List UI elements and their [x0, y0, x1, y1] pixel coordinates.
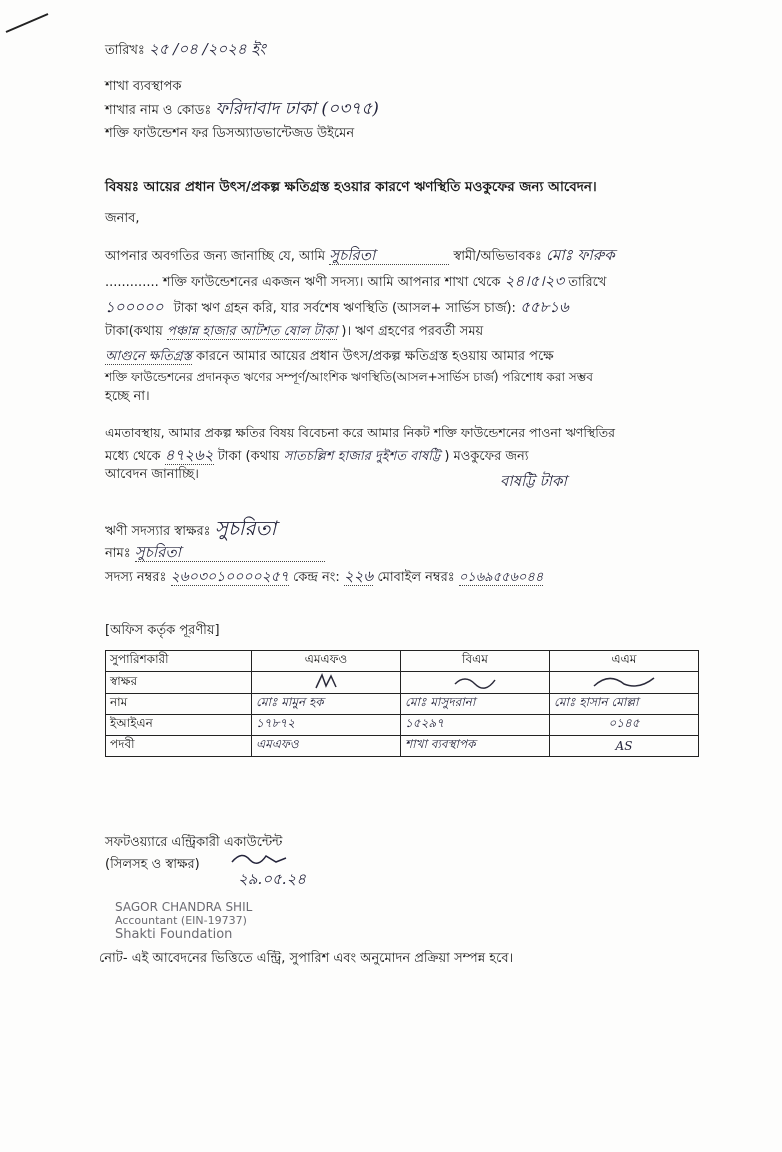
- body-text: স্বামী/অভিভাবকঃ: [453, 249, 542, 264]
- balance-words-handwritten: পঞ্চান্ন হাজার আটশত ষোল টাকা: [166, 324, 338, 339]
- table-row: [106, 694, 699, 715]
- para2-line-3: আবেদন জানাচ্ছি।: [105, 467, 199, 482]
- address-line-2: [105, 100, 379, 120]
- date-label: তারিখঃ: [105, 43, 145, 58]
- table-header: সুপারিশকারী: [106, 651, 252, 672]
- accountant-seal-label: (সিলসহ ও স্বাক্ষর): [105, 857, 200, 872]
- body-text: তারিখে: [568, 275, 607, 290]
- pen-mark: [4, 8, 50, 36]
- row-label: ইআইএন: [106, 715, 252, 736]
- body-line-3: [105, 298, 569, 318]
- footer-note: নোট- এই আবেদনের ভিত্তিতে এন্ট্রি, সুপারিশ এবং অনুমোদন প্রক্রিয়া সম্পন্ন হবে।: [99, 951, 514, 966]
- stamp-org: Shakti Foundation: [115, 927, 233, 942]
- body-text: ) মওকুফের জন্য: [444, 449, 529, 464]
- stamp-title: Accountant (EIN-19737): [115, 914, 247, 927]
- para2-line-1: এমতাবস্থায়, আমার প্রকল্প ক্ষতির বিষয় বিবেচনা করে আমার নিকট শক্তি ফাউন্ডেশনের পাওনা ঋণস্থিতির: [105, 425, 616, 440]
- salutation: জনাব,: [105, 211, 140, 226]
- signature-cell: [252, 672, 401, 694]
- member-number-line: [105, 567, 543, 587]
- signature-label: ঋণী সদস্যার স্বাক্ষরঃ: [105, 524, 211, 539]
- body-line-5: [105, 348, 554, 366]
- body-text: টাকা ঋণ গ্রহন করি, যার সর্বশেষ ঋণস্থিতি (আসল+ সার্ভিস চার্জ):: [173, 301, 516, 316]
- table-cell: শাখা ব্যবস্থাপক: [401, 736, 550, 757]
- loan-date-handwritten: ২৪।৫।২৩: [504, 272, 565, 290]
- para2-line-2: [105, 446, 529, 466]
- center-value: ২২৬: [343, 567, 374, 585]
- address-line-3: শক্তি ফাউন্ডেশন ফর ডিসঅ্যাডভান্টেজড উইমেন: [105, 126, 355, 141]
- body-text: টাকা (কথায়: [217, 449, 280, 464]
- table-row: [106, 672, 699, 694]
- member-name-line: [105, 543, 325, 563]
- body-text: মধ্যে থেকে: [105, 449, 161, 464]
- signature-cell: [401, 672, 550, 694]
- guardian-handwritten: মোঃ ফারুক: [545, 246, 615, 264]
- body-text: কারনে আমার আয়ের প্রধান উৎস/প্রকল্প ক্ষতিগ্রস্ত হওয়ায় আমার পক্ষে: [196, 349, 554, 364]
- table-cell: মোঃ মামুন হক: [252, 694, 401, 715]
- address-line-1: শাখা ব্যবস্থাপক: [105, 79, 182, 94]
- table-cell: AS: [550, 736, 699, 757]
- member-signature: সুচরিতা: [214, 516, 277, 540]
- body-line-2: ............. শক্তি ফাউন্ডেশনের একজন ঋণী সদস্য। আমি আপনার শাখা থেকে ২৪।৫।২৩ তারিখে: [105, 272, 607, 290]
- table-header: এমএফও: [252, 651, 401, 672]
- signature-scribble: [405, 672, 545, 690]
- table-header: বিএম: [401, 651, 550, 672]
- mobile-value: ০১৬৯৫৫৬০৪৪: [458, 570, 544, 585]
- row-label: পদবী: [106, 736, 252, 757]
- mobile-label: মোবাইল নম্বরঃ: [377, 570, 455, 585]
- table-row: [106, 715, 699, 736]
- accountant-stamp: [115, 900, 252, 942]
- loan-amount-handwritten: ১০০০০০: [105, 298, 164, 316]
- table-header-row: [106, 651, 699, 672]
- body-text: )। ঋণ গ্রহণের পরবর্তী সময়: [341, 324, 484, 339]
- accountant-signature: [230, 850, 290, 868]
- table-cell: ১৫২৯৭: [401, 715, 550, 736]
- accountant-line-1: সফটওয়্যারে এন্ট্রিকারী একাউন্টেন্ট: [105, 835, 283, 850]
- table-header: এএম: [550, 651, 699, 672]
- body-line-7: হচ্ছে না।: [105, 389, 150, 404]
- date-value: ২৫ /০৪ /২০২৪ ইং: [149, 40, 266, 58]
- row-label: স্বাক্ষর: [106, 672, 252, 694]
- approval-table: [105, 650, 699, 757]
- signature-scribble: [256, 672, 396, 690]
- member-no-label: সদস্য নম্বরঃ: [105, 570, 167, 585]
- accountant-line-2: [105, 856, 200, 874]
- stamp-name: SAGOR CHANDRA SHIL: [115, 900, 253, 914]
- body-line-6: শক্তি ফাউন্ডেশনের প্রদানকৃত ঋণের সম্পূর্ণ/আংশিক ঋণস্থিতি(আসল+সার্ভিস চার্জ) পরিশোধ করা সম্ভব: [105, 370, 593, 384]
- signature-cell: [550, 672, 699, 694]
- body-text: আপনার অবগতির জন্য জানাচ্ছি যে, আমি: [105, 249, 326, 264]
- balance-handwritten: ৫৫৮১৬: [520, 298, 569, 316]
- table-cell: মোঃ হাসান মোল্লা: [550, 694, 699, 715]
- office-use-label: [অফিস কর্তৃক পূরণীয়]: [105, 623, 220, 638]
- member-name-handwritten: সুচরিতা: [329, 246, 449, 265]
- row-label: নাম: [106, 694, 252, 715]
- member-no-value: ২৬০৩০১০০০০২৫৭: [170, 569, 289, 585]
- waiver-amount-handwritten: ৪৭২৬২: [164, 446, 214, 464]
- table-cell: ০১৪৫: [550, 715, 699, 736]
- body-line-4: [105, 323, 483, 341]
- damage-reason-handwritten: আগুনে ক্ষতিগ্রস্ত: [105, 349, 192, 364]
- center-label: কেন্দ্র নং:: [293, 570, 340, 585]
- table-cell: ১৭৮৭২: [252, 715, 401, 736]
- table-cell: এমএফও: [252, 736, 401, 757]
- name-label: নামঃ: [105, 546, 131, 561]
- waiver-words-continued: বাষট্টি টাকা: [500, 472, 567, 490]
- waiver-words-handwritten: সাতচল্লিশ হাজার দুইশত বাষট্টি: [283, 449, 441, 464]
- table-row: [106, 736, 699, 757]
- member-name: সুচরিতা: [135, 543, 325, 562]
- body-line-1: [105, 246, 615, 266]
- subject-line: বিষয়ঃ আয়ের প্রধান উৎস/প্রকল্প ক্ষতিগ্রস্ত হওয়ার কারণে ঋণস্থিতি মওকুফের জন্য আবেদন।: [105, 179, 597, 195]
- branch-value: ফরিদাবাদ ঢাকা (০৩৭৫): [215, 99, 379, 119]
- signature-scribble: [554, 672, 694, 690]
- branch-label: শাখার নাম ও কোডঃ: [105, 103, 212, 118]
- body-text: টাকা(কথায়: [105, 324, 163, 339]
- body-text: শক্তি ফাউন্ডেশনের একজন ঋণী সদস্য। আমি আপনার শাখা থেকে: [162, 275, 501, 290]
- member-signature-line: [105, 516, 277, 541]
- date-line: [105, 40, 266, 60]
- table-cell: মোঃ মাসুদরানা: [401, 694, 550, 715]
- accountant-date: ২৯.০৫.২৪: [238, 870, 306, 888]
